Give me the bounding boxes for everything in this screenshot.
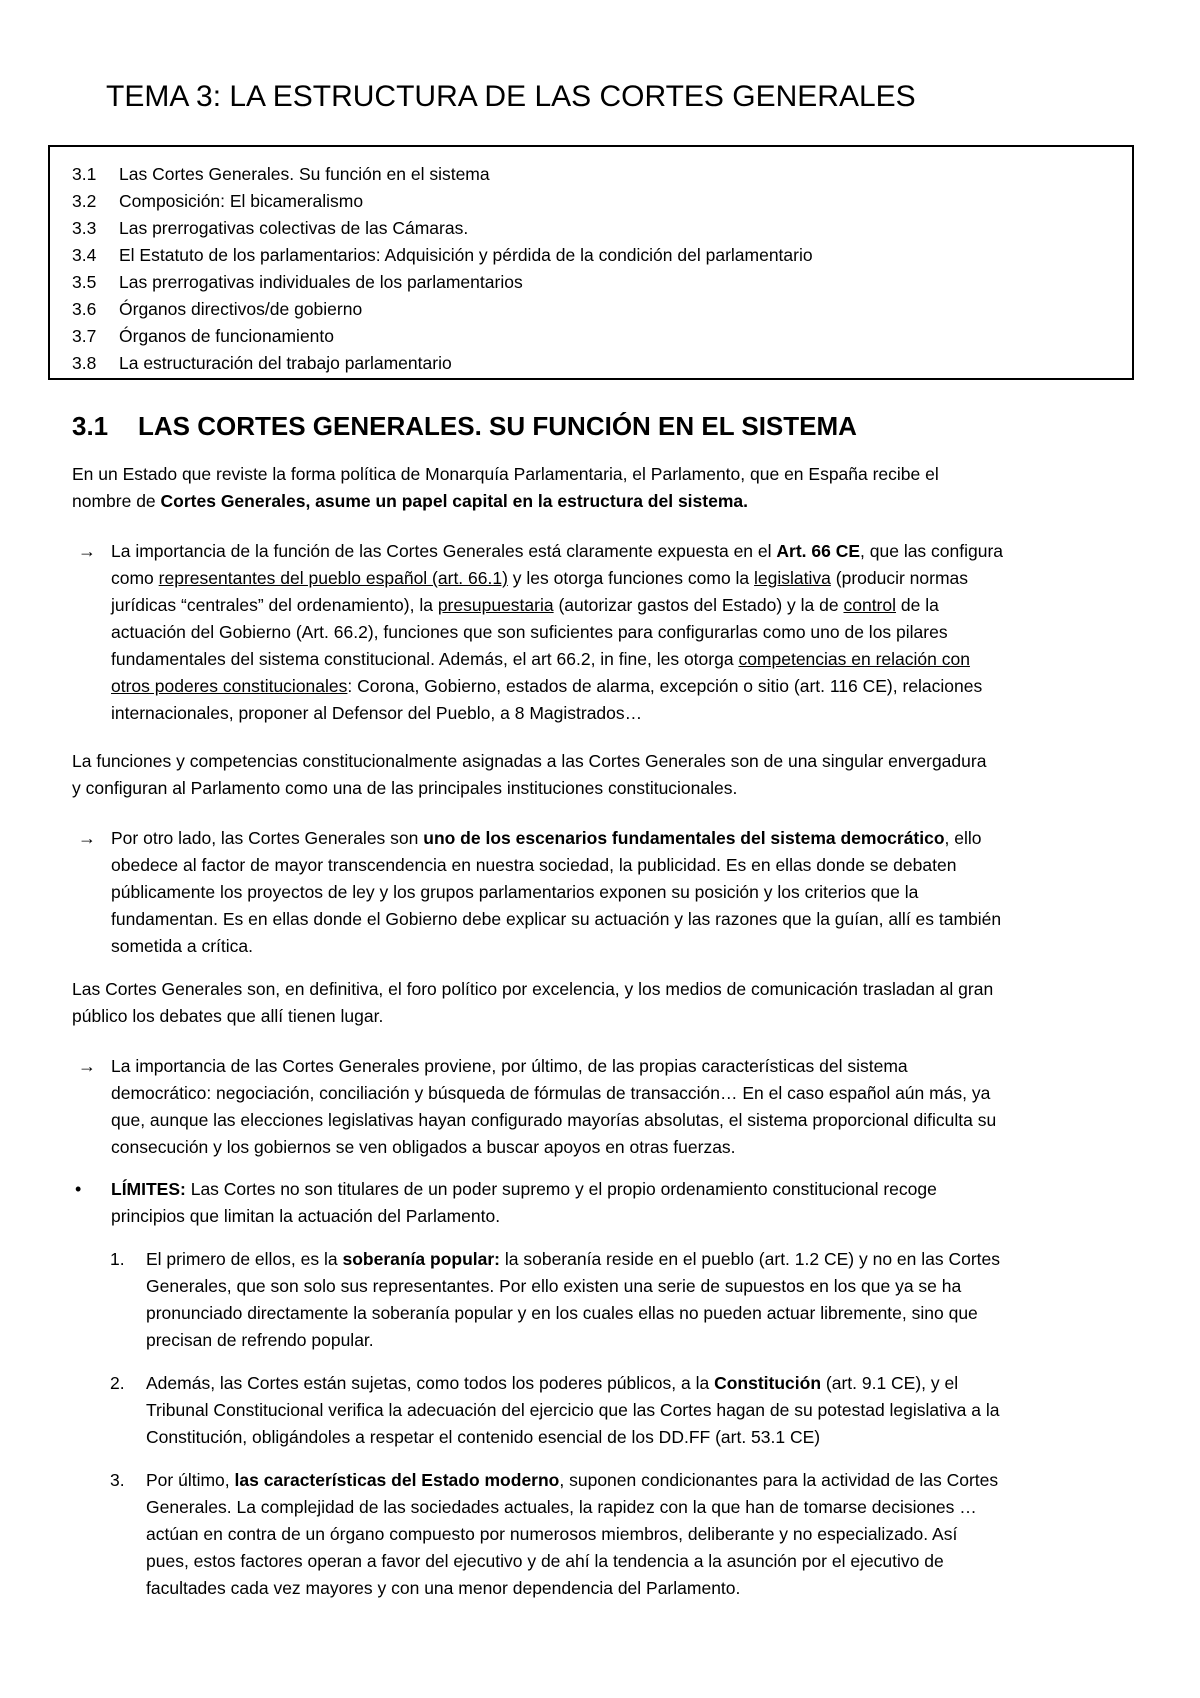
text-span: Por otro lado, las Cortes Generales son bbox=[111, 828, 424, 848]
section-number: 3.1 bbox=[72, 411, 109, 441]
numbered-item-3 bbox=[110, 1467, 999, 1602]
toc-item bbox=[50, 242, 1132, 269]
bold-text: soberanía popular: bbox=[342, 1249, 501, 1269]
bold-text: Constitución bbox=[714, 1373, 822, 1393]
text-span: la soberanía reside en el pueblo (art. 1.2 CE) y no en las Cortes bbox=[500, 1249, 1001, 1269]
text-span: Por último, bbox=[146, 1470, 235, 1490]
text-line: principios que limitan la actuación del Parlamento. bbox=[111, 1206, 501, 1226]
bullet-icon: • bbox=[75, 1179, 82, 1199]
bold-text: Cortes Generales, asume un papel capital en la estructura del sistema. bbox=[160, 491, 748, 511]
toc-item bbox=[50, 215, 1132, 242]
text-span: como bbox=[111, 568, 159, 588]
paragraph-intro bbox=[72, 461, 939, 515]
text-span: (producir normas bbox=[830, 568, 969, 588]
text-line: La importancia de las Cortes Generales proviene, por último, de las propias características del sistema bbox=[111, 1056, 908, 1076]
text-line bbox=[111, 538, 1003, 565]
bold-text: Art. 66 CE bbox=[776, 541, 861, 561]
item-number: 3. bbox=[110, 1470, 125, 1490]
text-line: Generales, que son solo sus representantes. Por ello existen una serie de supuestos en los que ya se ha bbox=[146, 1276, 962, 1296]
text-line bbox=[146, 1467, 998, 1494]
text-line: facultades cada vez mayores y con una menor dependencia del Parlamento. bbox=[146, 1578, 741, 1598]
arrow-icon: → bbox=[78, 1056, 96, 1076]
text-line: que, aunque las elecciones legislativas hayan configurado mayorías absolutas, el sistema proporcional dificulta su bbox=[111, 1110, 997, 1130]
toc-number: 3.8 bbox=[72, 353, 97, 373]
paragraph-forum bbox=[72, 976, 993, 1030]
bullet-limits bbox=[75, 1176, 937, 1230]
toc-label: Las Cortes Generales. Su función en el sistema bbox=[119, 164, 490, 184]
text-line: pronunciado directamente la soberanía popular y en los cuales ellas no pueden actuar libremente, sino que bbox=[146, 1303, 978, 1323]
toc-number: 3.3 bbox=[72, 218, 97, 238]
toc-number: 3.6 bbox=[72, 299, 97, 319]
text-line: actúan en contra de un órgano compuesto por numerosos miembros, deliberante y no especializado. Así bbox=[146, 1524, 958, 1544]
arrow-paragraph-importance bbox=[78, 538, 1004, 727]
underlined-text: presupuestaria bbox=[437, 595, 554, 615]
text-span: : Corona, Gobierno, estados de alarma, excepción o sitio (art. 116 CE), relaciones bbox=[347, 676, 983, 696]
toc-item bbox=[50, 161, 1132, 188]
text-line: La funciones y competencias constitucionalmente asignadas a las Cortes Generales son de una singular envergadura bbox=[72, 751, 987, 771]
text-line: Generales. La complejidad de las sociedades actuales, la rapidez con la que han de tomarse decisiones … bbox=[146, 1497, 977, 1517]
bold-text: LÍMITES: bbox=[111, 1179, 186, 1199]
text-line bbox=[111, 825, 1001, 852]
section-heading bbox=[72, 411, 857, 442]
text-line bbox=[111, 592, 1003, 619]
toc-item bbox=[50, 269, 1132, 296]
text-span: jurídicas “centrales” del ordenamiento), la bbox=[111, 595, 438, 615]
toc-number: 3.2 bbox=[72, 191, 97, 211]
text-span: de la bbox=[896, 595, 939, 615]
text-line bbox=[146, 1246, 1000, 1273]
text-line: pues, estos factores operan a favor del ejecutivo y de ahí la tendencia a la asunción por el ejecutivo de bbox=[146, 1551, 944, 1571]
text-line: En un Estado que reviste la forma política de Monarquía Parlamentaria, el Parlamento, que en España recibe el bbox=[72, 464, 939, 484]
text-span: (autorizar gastos del Estado) y la de bbox=[553, 595, 844, 615]
numbered-item-1 bbox=[110, 1246, 1001, 1354]
bold-text: las características del Estado moderno bbox=[234, 1470, 560, 1490]
arrow-icon: → bbox=[78, 828, 96, 848]
item-number: 1. bbox=[110, 1249, 125, 1269]
page-title: TEMA 3: LA ESTRUCTURA DE LAS CORTES GENERALES bbox=[106, 80, 916, 113]
toc-number: 3.4 bbox=[72, 245, 97, 265]
toc-label: Órganos de funcionamiento bbox=[119, 326, 334, 346]
text-span: Además, las Cortes están sujetas, como todos los poderes públicos, a la bbox=[146, 1373, 715, 1393]
text-line: público los debates que allí tienen lugar. bbox=[72, 1006, 384, 1026]
text-line: obedece al factor de mayor transcendencia en nuestra sociedad, la publicidad. Es en ellas donde se debaten bbox=[111, 855, 957, 875]
text-line: consecución y los gobiernos se ven obligados a buscar apoyos en otras fuerzas. bbox=[111, 1137, 736, 1157]
toc-item bbox=[50, 188, 1132, 215]
text-span: (art. 9.1 CE), y el bbox=[821, 1373, 959, 1393]
text-line: Constitución, obligándoles a respetar el contenido esencial de los DD.FF (art. 53.1 CE) bbox=[146, 1427, 821, 1447]
arrow-paragraph-characteristics bbox=[78, 1053, 997, 1161]
text-span: , ello bbox=[944, 828, 982, 848]
text-line: internacionales, proponer al Defensor del Pueblo, a 8 Magistrados… bbox=[111, 703, 643, 723]
text-line bbox=[146, 1370, 999, 1397]
toc-item bbox=[50, 296, 1132, 323]
bold-text: uno de los escenarios fundamentales del sistema democrático bbox=[423, 828, 945, 848]
toc-number: 3.5 bbox=[72, 272, 97, 292]
text-line: Tribunal Constitucional verifica la adecuación del ejercicio que las Cortes hagan de su potestad legislativa a la bbox=[146, 1400, 1000, 1420]
numbered-item-2 bbox=[110, 1370, 1000, 1451]
text-line bbox=[111, 1176, 937, 1203]
toc-item bbox=[50, 350, 1132, 377]
text-line: y configuran al Parlamento como una de las principales instituciones constitucionales. bbox=[72, 778, 738, 798]
toc-item bbox=[50, 323, 1132, 350]
text-line bbox=[72, 488, 939, 515]
arrow-paragraph-scenarios bbox=[78, 825, 1002, 960]
toc-label: Las prerrogativas colectivas de las Cámaras. bbox=[119, 218, 469, 238]
section-title-text: LAS CORTES GENERALES. SU FUNCIÓN EN EL SISTEMA bbox=[138, 411, 857, 441]
text-span: , que las configura bbox=[860, 541, 1004, 561]
arrow-icon: → bbox=[78, 541, 96, 561]
underlined-text: legislativa bbox=[754, 568, 831, 588]
text-line: Las Cortes Generales son, en definitiva, el foro político por excelencia, y los medios de comunicación trasladan al gran bbox=[72, 979, 994, 999]
item-number: 2. bbox=[110, 1373, 125, 1393]
toc-number: 3.7 bbox=[72, 326, 97, 346]
text-line: democrático: negociación, conciliación y búsqueda de fórmulas de transacción… En el caso español aún más, ya bbox=[111, 1083, 991, 1103]
underlined-text: control bbox=[843, 595, 897, 615]
text-line: fundamentan. Es en ellas donde el Gobierno debe explicar su actuación y las razones que la guían, allí es también bbox=[111, 909, 1002, 929]
text-span: La importancia de la función de las Cortes Generales está claramente expuesta en el bbox=[111, 541, 777, 561]
text-line bbox=[111, 565, 1003, 592]
text-line: actuación del Gobierno (Art. 66.2), funciones que son suficientes para configurarlas como uno de los pilares bbox=[111, 622, 948, 642]
underlined-text: otros poderes constitucionales bbox=[111, 676, 348, 696]
toc-label: El Estatuto de los parlamentarios: Adquisición y pérdida de la condición del parlamentario bbox=[119, 245, 813, 265]
text-span: , suponen condicionantes para la actividad de las Cortes bbox=[559, 1470, 999, 1490]
toc-number: 3.1 bbox=[72, 164, 97, 184]
text-line: sometida a crítica. bbox=[111, 936, 253, 956]
toc-label: Composición: El bicameralismo bbox=[119, 191, 364, 211]
toc-label: Las prerrogativas individuales de los parlamentarios bbox=[119, 272, 523, 292]
table-of-contents bbox=[48, 145, 1134, 380]
text-span: y les otorga funciones como la bbox=[507, 568, 755, 588]
text-line bbox=[111, 673, 1003, 700]
underlined-text: representantes del pueblo español (art. 66.1) bbox=[158, 568, 508, 588]
toc-label: Órganos directivos/de gobierno bbox=[119, 299, 363, 319]
paragraph-functions bbox=[72, 748, 986, 802]
text-span: El primero de ellos, es la bbox=[146, 1249, 343, 1269]
underlined-text: competencias en relación con bbox=[738, 649, 970, 669]
text-line bbox=[111, 646, 1003, 673]
text-span: nombre de bbox=[72, 491, 161, 511]
text-line: públicamente los proyectos de ley y los grupos parlamentarios exponen su posición y los criterios que la bbox=[111, 882, 919, 902]
toc-label: La estructuración del trabajo parlamentario bbox=[119, 353, 452, 373]
text-line: precisan de refrendo popular. bbox=[146, 1330, 374, 1350]
text-span: fundamentales del sistema constitucional. Además, el art 66.2, in fine, les otorga bbox=[111, 649, 739, 669]
text-span: Las Cortes no son titulares de un poder supremo y el propio ordenamiento constitucional recoge bbox=[185, 1179, 937, 1199]
